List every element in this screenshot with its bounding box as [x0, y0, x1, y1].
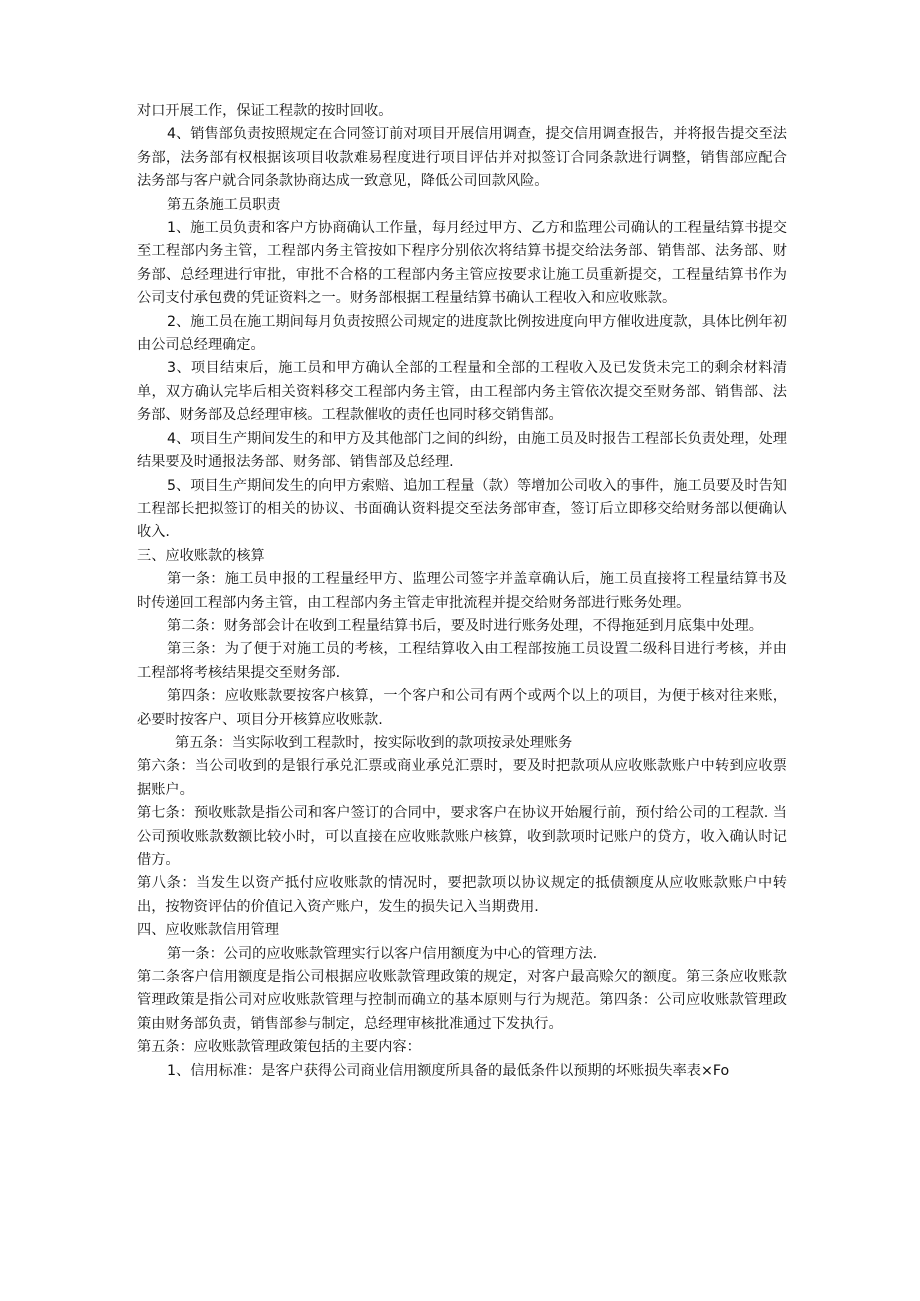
paragraph: 第一条：施工员申报的工程量经甲方、监理公司签字并盖章确认后，施工员直接将工程量结算书及时传递回工程部内务主管，由工程部内务主管走审批流程并提交给财务部进行账务处理。	[137, 571, 787, 611]
paragraph: 第二条：财务部会计在收到工程量结算书后，要及时进行账务处理，不得拖延到月底集中处理。	[167, 617, 763, 634]
paragraph: 第六条：当公司收到的是银行承兑汇票或商业承兑汇票时，要及时把款项从应收账款账户中转到应收票据账户。	[137, 758, 787, 798]
document-page	[137, 100, 787, 1083]
paragraph: 2、施工员在施工期间每月负责按照公司规定的进度款比例按进度向甲方催收进度款，具体比例年初由公司总经理确定。	[137, 313, 787, 354]
paragraph: 第四条：应收账款要按客户核算，一个客户和公司有两个或两个以上的项目，为便于核对往来账，必要时按客户、项目分开核算应收账款.	[137, 688, 787, 728]
paragraph: 4、销售部负责按照规定在合同签订前对项目开展信用调查，提交信用调查报告，并将报告提交至法务部，法务部有权根据该项目收款难易程度进行项目评估并对拟签订合同条款进行调整，销售部应配合法务部与客户就合同条款协商达成一致意见，降低公司回款风险。	[137, 126, 787, 190]
paragraph: 第五条：应收账款管理政策包括的主要内容：	[137, 1039, 421, 1056]
paragraph: 第八条：当发生以资产抵付应收账款的情况时，要把款项以协议规定的抵债额度从应收账款账户中转出，按物资评估的价值记入资产账户，发生的损失记入当期费用.	[137, 875, 787, 915]
section-heading: 三、应收账款的核算	[137, 547, 265, 564]
paragraph: 1、施工员负责和客户方协商确认工作量，每月经过甲方、乙方和监理公司确认的工程量结算书提交至工程部内务主管，工程部内务主管按如下程序分别依次将结算书提交给法务部、销售部、法务部、财务部、总经理进行审批，审批不合格的工程部内务主管应按要求让施工员重新提交，工程量结算书作为公司支付承包费的凭证资料之一。财务部根据工程量结算书确认工程收入和应收账款。	[137, 220, 787, 307]
paragraph: 第二条客户信用额度是指公司根据应收账款管理政策的规定，对客户最高赊欠的额度。第三条应收账款管理政策是指公司对应收账款管理与控制而确立的基本原则与行为规范。第四条：公司应收账款管理政策由财务部负责，销售部参与制定，总经理审核批准通过下发执行。	[137, 969, 787, 1032]
paragraph: 1、信用标准：是客户获得公司商业信用额度所具备的最低条件以预期的坏账损失率表×Fo	[167, 1062, 730, 1079]
section-heading: 第五条施工员职责	[167, 196, 281, 213]
paragraph: 4、项目生产期间发生的和甲方及其他部门之间的纠纷，由施工员及时报告工程部长负责处理，处理结果要及时通报法务部、财务部、销售部及总经理.	[137, 430, 787, 471]
section-heading: 四、应收账款信用管理	[137, 922, 279, 939]
paragraph: 第五条：当实际收到工程款时，按实际收到的款项按录处理账务	[175, 734, 573, 751]
paragraph: 5、项目生产期间发生的向甲方索赔、追加工程量（款）等增加公司收入的事件，施工员要及时告知工程部长把拟签订的相关的协议、书面确认资料提交至法务部审查，签订后立即移交给财务部以便确认收入.	[137, 477, 787, 541]
paragraph: 第一条：公司的应收账款管理实行以客户信用额度为中心的管理方法.	[167, 945, 598, 962]
paragraph: 第三条：为了便于对施工员的考核，工程结算收入由工程部按施工员设置二级科目进行考核，并由工程部将考核结果提交至财务部.	[137, 641, 787, 681]
paragraph: 对口开展工作，保证工程款的按时回收。	[137, 103, 393, 119]
paragraph: 第七条：预收账款是指公司和客户签订的合同中，要求客户在协议开始履行前，预付给公司的工程款. 当公司预收账款数额比较小时，可以直接在应收账款账户核算，收到款项时记账户的贷方，收入确认时记借方。	[137, 805, 787, 868]
paragraph: 3、项目结束后，施工员和甲方确认全部的工程量和全部的工程收入及已发货未完工的剩余材料清单，双方确认完毕后相关资料移交工程部内务主管，由工程部内务主管依次提交至财务部、销售部、法务部、财务部及总经理审核。工程款催收的责任也同时移交销售部。	[137, 360, 787, 424]
